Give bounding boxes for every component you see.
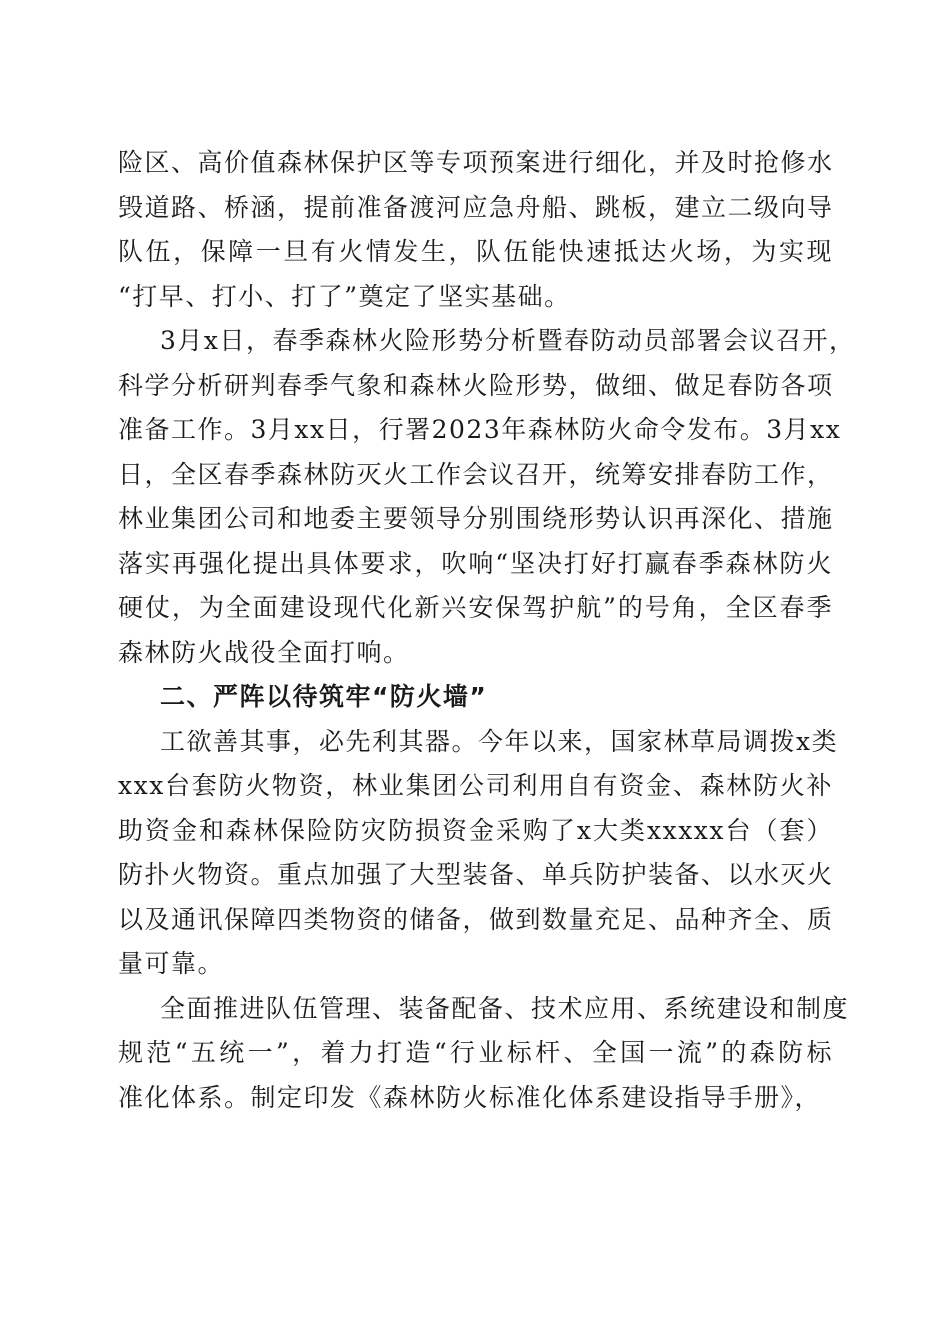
text-line: 防扑火物资。重点加强了大型装备、单兵防护装备、以水灭火: [118, 860, 834, 889]
section-heading-firewall: [118, 675, 833, 720]
text-line: “打早、打小、打了”奠定了坚实基础。: [118, 281, 571, 311]
text-line: 队伍，保障一旦有火情发生，队伍能快速抵达火场，为实现: [118, 237, 833, 266]
text-line: 量可靠。: [118, 949, 225, 978]
text-line: 森林防火战役全面打响。: [118, 637, 410, 667]
para-prevention-plans: [118, 141, 833, 319]
text-line: 准备工作。3月xx日，行署2023年森林防火命令发布。3月xx: [118, 415, 842, 444]
text-line: 毁道路、桥涵，提前准备渡河应急舟船、跳板，建立二级向导: [118, 192, 834, 222]
text-line: 科学分析研判春季气象和森林火险形势，做细、做足春防各项: [118, 370, 834, 400]
text-line: 规范“五统一”，着力打造“行业标杆、全国一流”的森防标: [118, 1038, 833, 1067]
para-spring-meetings: [118, 319, 856, 675]
text-line: 硬仗，为全面建设现代化新兴安保驾护航”的号角，全区春季: [118, 593, 833, 622]
text-line: 全面推进队伍管理、装备配备、技术应用、系统建设和制度: [160, 993, 850, 1023]
document-body: [118, 141, 856, 1120]
para-equipment: [118, 720, 839, 987]
text-line: 落实再强化提出具体要求，吹响“坚决打好打赢春季森林防火: [118, 548, 833, 578]
text-line: 林业集团公司和地委主要领导分别围绕形势认识再深化、措施: [118, 504, 834, 533]
text-line: xxx台套防火物资，林业集团公司利用自有资金、森林防火补: [118, 771, 833, 800]
text-line: 助资金和森林保险防灾防损资金采购了x大类xxxxx台（套）: [118, 815, 833, 845]
text-line: 准化体系。制定印发《森林防火标准化体系建设指导手册》，: [118, 1082, 822, 1112]
text-line: 日，全区春季森林防灭火工作会议召开，统筹安排春防工作，: [118, 459, 834, 489]
para-standardization: [118, 987, 850, 1121]
text-line: 险区、高价值森林保护区等专项预案进行细化，并及时抢修水: [118, 148, 834, 177]
text-line: 以及通讯保障四类物资的储备，做到数量充足、品种齐全、质: [118, 904, 834, 934]
text-line: 工欲善其事，必先利其器。今年以来，国家林草局调拨x类: [160, 726, 839, 756]
text-line: 3月x日，春季森林火险形势分析暨春防动员部署会议召开，: [160, 326, 856, 355]
section-heading: 二、严阵以待筑牢“防火墙”: [160, 682, 488, 711]
